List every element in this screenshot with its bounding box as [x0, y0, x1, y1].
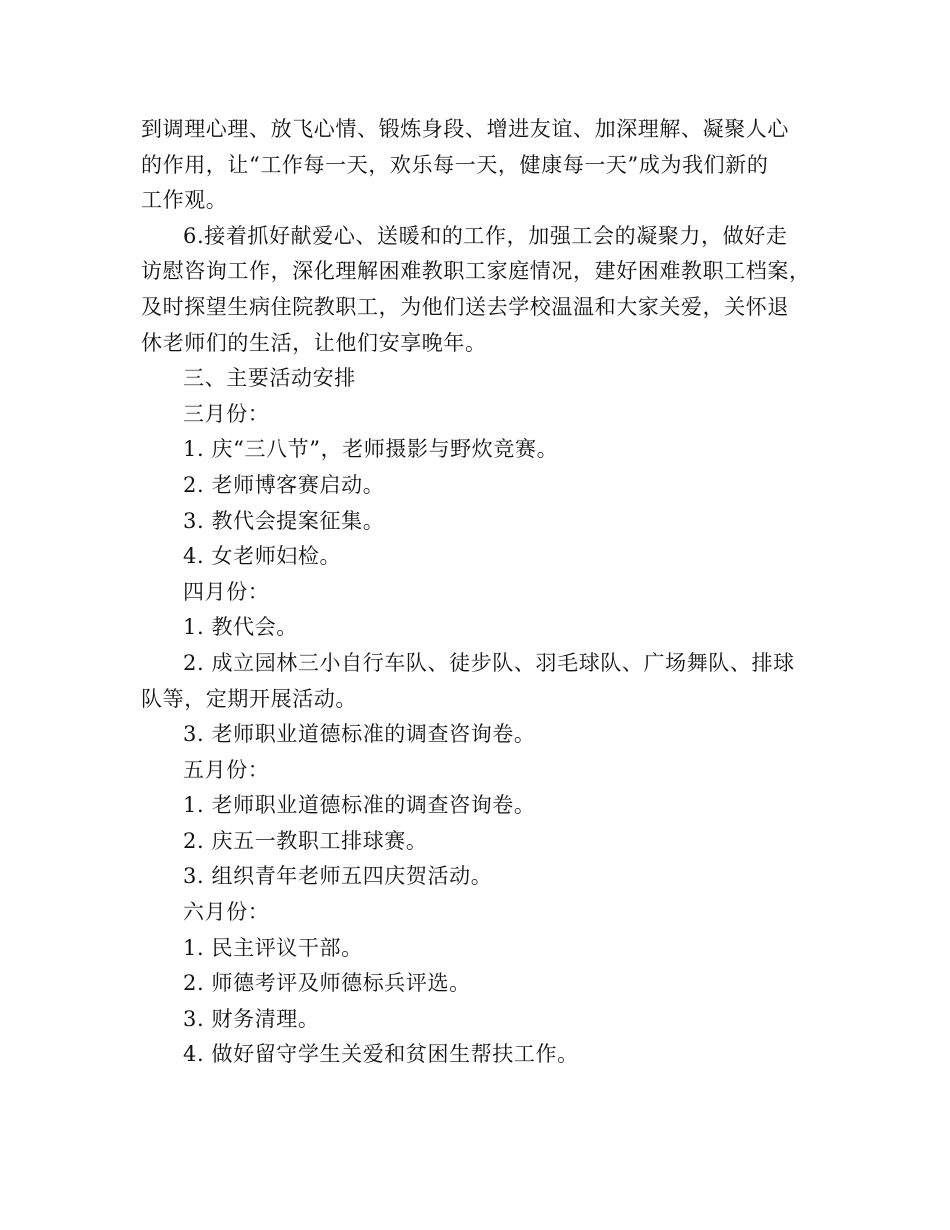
- paragraph-line: 休老师们的生活，让他们安享晚年。: [141, 330, 487, 355]
- list-item: 2. 老师博客赛启动。: [183, 472, 385, 497]
- list-item: 2. 成立园林三小自行车队、徒步队、羽毛球队、广场舞队、排球: [183, 650, 795, 675]
- list-item: 4. 女老师妇检。: [183, 544, 342, 569]
- list-item-continuation: 队等，定期开展活动。: [141, 686, 357, 711]
- list-item: 1. 庆“三八节”，老师摄影与野炊竞赛。: [183, 437, 559, 462]
- list-item: 1. 老师职业道德标准的调查咨询卷。: [183, 793, 536, 818]
- paragraph-line: 访慰咨询工作，深化理解困难教职工家庭情况，建好困难教职工档案，: [141, 259, 811, 284]
- list-item: 3. 财务清理。: [183, 1006, 320, 1031]
- paragraph-line: 的作用，让“工作每一天，欢乐每一天，健康每一天”成为我们新的: [141, 152, 769, 177]
- document-body: [141, 112, 831, 1073]
- paragraph-line: 工作观。: [141, 188, 228, 213]
- list-item: 1. 民主评议干部。: [183, 935, 363, 960]
- paragraph-line: 6.接着抓好献爱心、送暖和的工作，加强工会的凝聚力，做好走: [183, 223, 788, 248]
- month-heading-june: 六月份：: [183, 900, 270, 925]
- list-item: 3. 教代会提案征集。: [183, 508, 385, 533]
- paragraph-line: 到调理心理、放飞心情、锻炼身段、增进友谊、加深理解、凝聚人心: [141, 117, 789, 141]
- list-item: 3. 组织青年老师五四庆贺活动。: [183, 864, 493, 889]
- list-item: 2. 师德考评及师德标兵评选。: [183, 971, 471, 996]
- paragraph-line: 及时探望生病住院教职工，为他们送去学校温温和大家关爱，关怀退: [141, 294, 789, 319]
- month-heading-may: 五月份：: [183, 757, 270, 782]
- month-heading-march: 三月份：: [183, 401, 270, 426]
- list-item: 4. 做好留守学生关爱和贫困生帮扶工作。: [183, 1042, 579, 1067]
- month-heading-april: 四月份：: [183, 579, 270, 604]
- list-item: 1. 教代会。: [183, 615, 298, 640]
- list-item: 3. 老师职业道德标准的调查咨询卷。: [183, 722, 536, 747]
- section-heading: 三、主要活动安排: [183, 366, 356, 391]
- list-item: 2. 庆五一教职工排球赛。: [183, 828, 428, 853]
